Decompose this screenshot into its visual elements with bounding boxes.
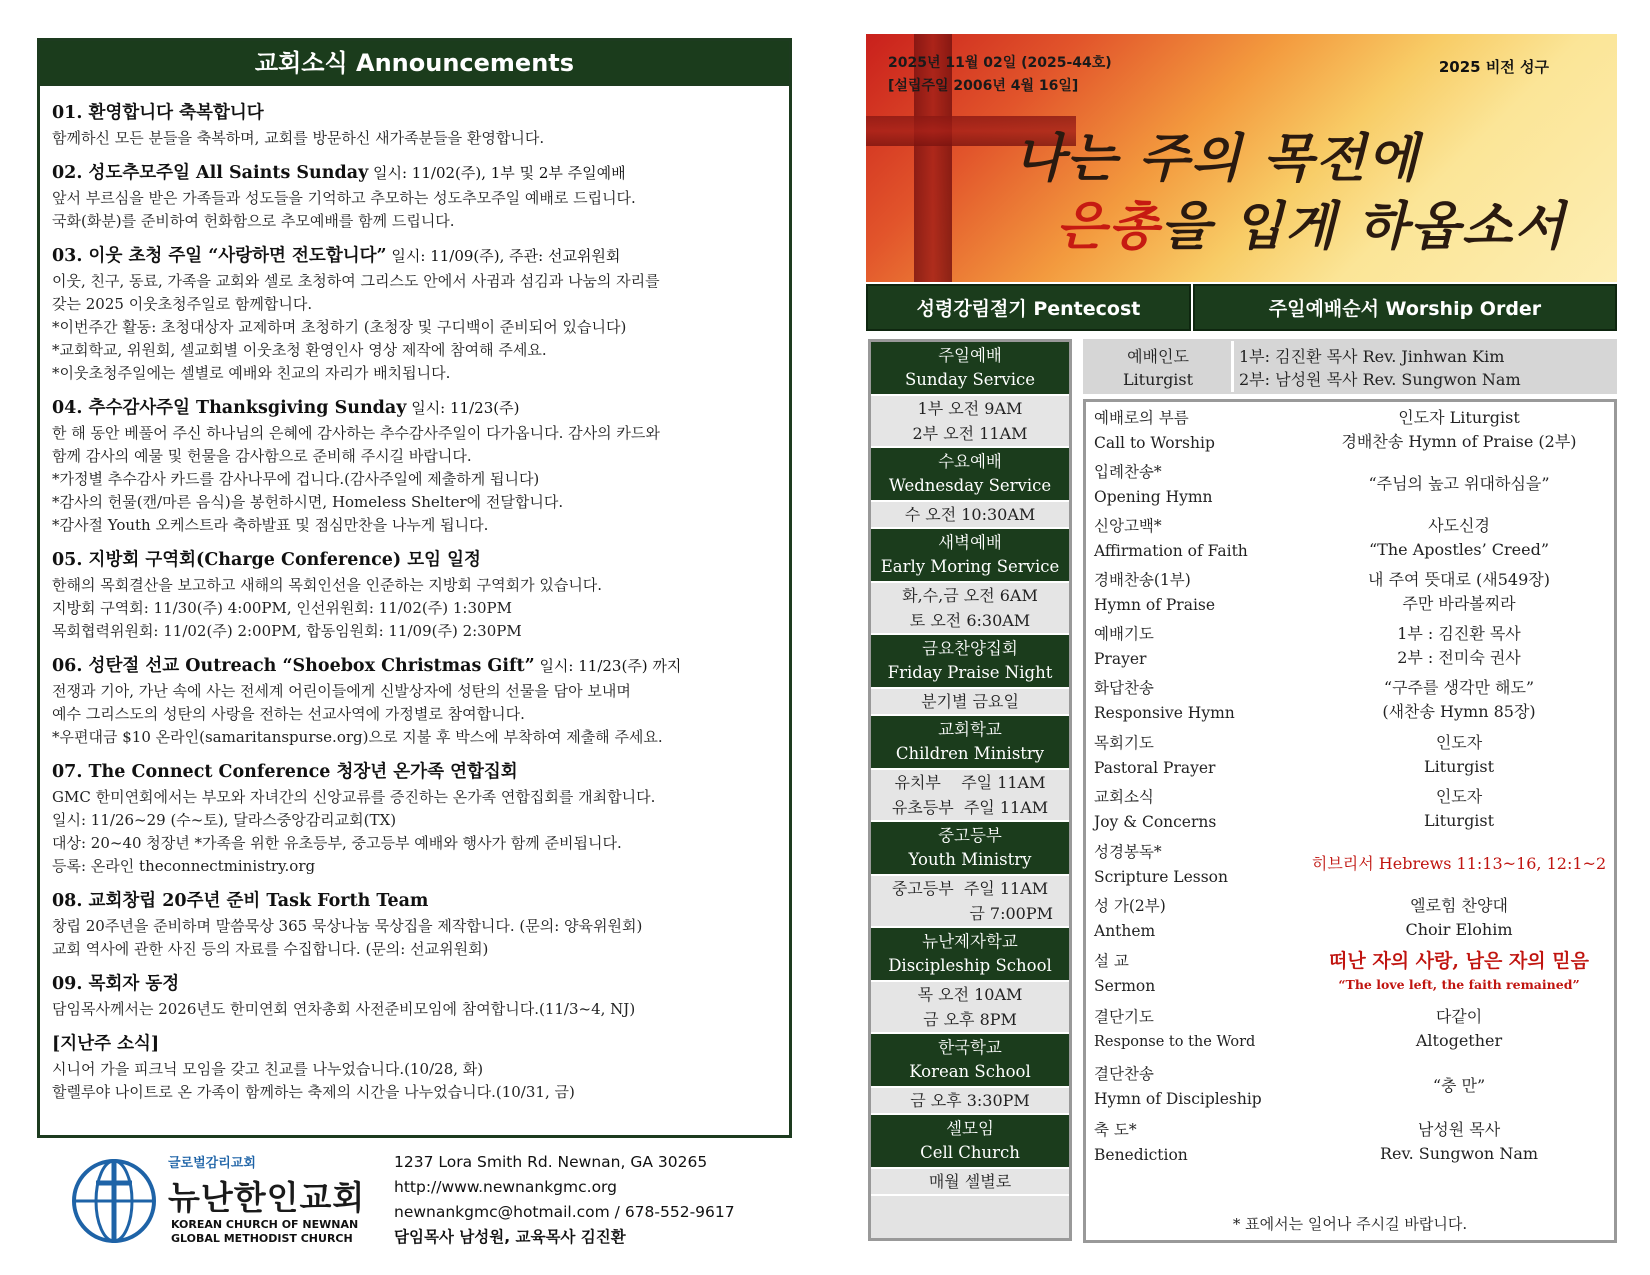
bulletin-date: 2025년 11월 02일 (2025-44호) xyxy=(888,55,1112,71)
order-item-en: Response to the Word xyxy=(1094,1034,1256,1050)
announcement-line: 담임목사께서는 2026년도 한미연회 연차총회 사전준비모임에 참여합니다.(11/3~4, NJ) xyxy=(52,1000,636,1018)
order-detail: 남성원 목사 xyxy=(1417,1120,1501,1139)
order-detail: Liturgist xyxy=(1423,811,1495,830)
liturgist-box xyxy=(1083,339,1617,394)
sermon-title-en: “The love left, the faith remained” xyxy=(1338,977,1580,992)
order-item-kr: 교회소식 xyxy=(1094,788,1154,806)
church-name: 뉴난한인교회 xyxy=(168,1178,366,1217)
announcement-line: GMC 한미연회에서는 부모와 자녀간의 신앙교류를 증진하는 온가족 연합집회를 개최합니다. xyxy=(52,788,656,806)
schedule-time: 2부 오전 11AM xyxy=(912,424,1028,443)
order-item-en: Joy & Concerns xyxy=(1094,813,1217,831)
announcement-item xyxy=(52,100,777,150)
vision-banner xyxy=(866,34,1617,282)
order-detail: 주만 바라볼찌라 xyxy=(1402,594,1516,613)
divider xyxy=(1231,341,1234,392)
announcement-item xyxy=(52,888,777,961)
announcement-item xyxy=(52,243,777,385)
sermon-title: 떠난 자의 사랑, 남은 자의 믿음 xyxy=(1329,950,1589,972)
order-item-en: Prayer xyxy=(1094,650,1147,668)
schedule-heading xyxy=(871,716,1069,770)
liturgist-second-service: 2부: 남성원 목사 Rev. Sungwon Nam xyxy=(1239,370,1521,389)
order-detail: 경배찬송 Hymn of Praise (2부) xyxy=(1341,432,1577,451)
announcement-title: 02. 성도추모주일 All Saints Sunday xyxy=(52,163,369,183)
announcement-title: 01. 환영합니다 축복합니다 xyxy=(52,103,264,123)
schedule-name-en: Children Ministry xyxy=(895,744,1045,763)
order-item-kr: 결단찬송 xyxy=(1094,1065,1154,1083)
globe-cross-icon xyxy=(68,1155,160,1247)
order-item-kr: 경배찬송(1부) xyxy=(1094,571,1191,589)
announcement-item xyxy=(52,759,777,878)
announcement-item xyxy=(52,547,777,643)
order-detail: 2부 : 전미숙 권사 xyxy=(1397,648,1521,667)
schedule-time: 목 오전 10AM xyxy=(917,985,1023,1004)
order-item-en: Opening Hymn xyxy=(1094,488,1213,506)
schedule-time: 분기별 금요일 xyxy=(921,692,1019,711)
schedule-name-kr: 중고등부 xyxy=(938,826,1002,845)
order-item-kr: 화답찬송 xyxy=(1094,679,1154,697)
logo-subtitle: 글로벌감리교회 xyxy=(168,1156,256,1171)
founding-date: [설립주일 2006년 4월 16일] xyxy=(888,78,1079,94)
order-item-en: Sermon xyxy=(1094,977,1156,995)
announcement-item xyxy=(52,1031,777,1104)
schedule-time: 유초등부 주일 11AM xyxy=(891,798,1049,817)
liturgist-label-en: Liturgist xyxy=(1122,370,1194,389)
service-schedule xyxy=(868,339,1072,1241)
vision-verse-rest: 을 입게 하옵소서 xyxy=(1160,196,1567,257)
announcement-line: 함께 감사의 예물 및 헌물을 감사함으로 준비해 주시길 바랍니다. xyxy=(52,447,472,465)
schedule-heading xyxy=(871,1034,1069,1088)
schedule-times xyxy=(871,583,1069,635)
announcement-line: 할렐루야 나이트로 온 가족이 함께하는 축제의 시간을 나누었습니다.(10/31, 금) xyxy=(52,1083,575,1101)
schedule-heading xyxy=(871,635,1069,689)
schedule-name-en: Wednesday Service xyxy=(888,476,1052,495)
announcement-line: 예수 그리스도의 성탄의 사랑을 전하는 선교사역에 가정별로 참여합니다. xyxy=(52,705,525,723)
liturgist-names xyxy=(1239,345,1609,391)
announcement-line: 한 해 동안 베풀어 주신 하나님의 은혜에 감사하는 추수감사주일이 다가옵니다. 감사의 카드와 xyxy=(52,424,660,442)
order-item-kr: 설 교 xyxy=(1094,952,1129,970)
liturgist-label-kr: 예배인도 xyxy=(1127,347,1189,366)
schedule-name-kr: 주일예배 xyxy=(938,346,1002,365)
schedule-time: 유치부 주일 11AM xyxy=(894,773,1046,792)
announcement-item xyxy=(52,653,777,749)
announcement-line: 대상: 20~40 청장년 *가족을 위한 유초등부, 중고등부 예배와 행사가 함께 준비됩니다. xyxy=(52,834,622,852)
schedule-heading xyxy=(871,448,1069,502)
order-item-en: Anthem xyxy=(1094,922,1156,940)
order-item-en: Hymn of Praise xyxy=(1094,596,1216,614)
schedule-times xyxy=(871,1088,1069,1115)
order-item-kr: 예배로의 부름 xyxy=(1094,409,1189,427)
announcements-panel xyxy=(37,38,792,1138)
order-detail: 인도자 Liturgist xyxy=(1398,408,1520,427)
worship-order xyxy=(1083,399,1617,1243)
announcement-title: 05. 지방회 구역회(Charge Conference) 모임 일정 xyxy=(52,550,481,570)
vision-verse-line-2 xyxy=(1056,184,1566,259)
schedule-times xyxy=(871,502,1069,529)
schedule-name-en: Korean School xyxy=(909,1062,1031,1081)
order-detail: 1부 : 김진환 목사 xyxy=(1397,624,1521,643)
order-detail: Liturgist xyxy=(1423,757,1495,776)
schedule-heading xyxy=(871,342,1069,396)
announcement-item xyxy=(52,971,777,1021)
schedule-time: 중고등부 주일 11AM xyxy=(891,879,1049,898)
announcement-line: 교회 역사에 관한 사진 등의 자료를 수집합니다. (문의: 선교위원회) xyxy=(52,940,489,958)
order-item-en: Hymn of Discipleship xyxy=(1094,1090,1262,1108)
schedule-time: 토 오전 6:30AM xyxy=(909,611,1031,630)
announcement-line: 일시: 11/26~29 (수~토), 달라스중앙감리교회(TX) xyxy=(52,811,397,829)
announcements-header: 교회소식 Announcements xyxy=(40,41,789,86)
announcement-line: 지방회 구역회: 11/30(주) 4:00PM, 인선위원회: 11/02(주) 1:30PM xyxy=(52,599,512,617)
announcement-line: *감사절 Youth 오케스트라 축하발표 및 점심만찬을 나누게 됩니다. xyxy=(52,516,489,534)
order-detail: 엘로힘 찬양대 xyxy=(1410,896,1508,915)
order-detail: Choir Elohim xyxy=(1405,920,1513,939)
schedule-heading xyxy=(871,529,1069,583)
order-detail: Rev. Sungwon Nam xyxy=(1379,1144,1539,1163)
order-item-en: Affirmation of Faith xyxy=(1094,542,1248,560)
announcement-title: 06. 성탄절 선교 Outreach “Shoebox Christmas Gift” xyxy=(52,656,535,676)
schedule-name-kr: 한국학교 xyxy=(938,1038,1002,1057)
schedule-times xyxy=(871,689,1069,716)
order-item-kr: 성 가(2부) xyxy=(1094,897,1166,915)
schedule-times xyxy=(871,876,1069,928)
announcement-line: 함께하신 모든 분들을 축복하며, 교회를 방문하신 새가족분들을 환영합니다. xyxy=(52,129,545,147)
announcement-line: *우편대금 $10 온라인(samaritanspurse.org)으로 지불 후 박스에 부착하여 제출해 주세요. xyxy=(52,728,663,746)
schedule-name-en: Discipleship School xyxy=(888,956,1052,975)
vision-verse-line-1: 나는 주의 목전에 xyxy=(1014,128,1420,189)
order-item-en: Benediction xyxy=(1094,1146,1188,1164)
announcement-title: 03. 이웃 초청 주일 “사랑하면 전도합니다” xyxy=(52,246,387,266)
announcement-line: 등록: 온라인 theconnectministry.org xyxy=(52,857,316,875)
order-item-kr: 목회기도 xyxy=(1094,734,1154,752)
order-item-en: Call to Worship xyxy=(1094,434,1215,452)
schedule-time: 금 7:00PM xyxy=(969,904,1053,923)
schedule-time: 1부 오전 9AM xyxy=(917,399,1023,418)
announcement-line: *교회학교, 위원회, 셀교회별 이웃초청 환영인사 영상 제작에 참여해 주세요. xyxy=(52,341,547,359)
schedule-name-en: Sunday Service xyxy=(904,370,1036,389)
announcement-line: *이번주간 활동: 초청대상자 교제하며 초청하기 (초청장 및 구디백이 준비되어 있습니다) xyxy=(52,318,627,336)
announcement-line: *이웃초청주일에는 셀별로 예배와 친교의 자리가 배치됩니다. xyxy=(52,364,451,382)
liturgist-label xyxy=(1093,345,1223,391)
schedule-time: 금 오후 8PM xyxy=(923,1010,1017,1029)
schedule-name-kr: 금요찬양집회 xyxy=(922,639,1018,658)
church-logo xyxy=(68,1150,368,1250)
church-contact xyxy=(394,1150,794,1250)
announcement-line: 이웃, 친구, 동료, 가족을 교회와 셀로 초청하여 그리스도 안에서 사귐과 섬김과 나눔의 자리를 xyxy=(52,272,660,290)
announcement-line: 창립 20주년을 준비하며 말씀묵상 365 묵상나눔 묵상집을 제작합니다. (문의: 양육위원회) xyxy=(52,917,643,935)
schedule-name-kr: 새벽예배 xyxy=(938,533,1002,552)
announcement-title: 09. 목회자 동정 xyxy=(52,974,180,994)
order-item-en: Pastoral Prayer xyxy=(1094,759,1216,777)
order-detail: “주님의 높고 위대하심을” xyxy=(1368,474,1550,493)
schedule-name-en: Early Moring Service xyxy=(880,557,1060,576)
worship-order-bar: 주일예배순서 Worship Order xyxy=(1193,284,1617,331)
church-email-phone[interactable]: newnankgmc@hotmail.com / 678-552-9617 xyxy=(394,1203,735,1221)
schedule-name-kr: 셀모임 xyxy=(946,1119,994,1138)
scripture-reference: 히브리서 Hebrews 11:13~16, 12:1~2 xyxy=(1311,854,1607,873)
order-detail: 인도자 xyxy=(1435,787,1483,806)
announcement-meta: 일시: 11/23(주) 까지 xyxy=(534,657,682,675)
order-detail: Altogether xyxy=(1415,1031,1503,1050)
order-item-kr: 성경봉독* xyxy=(1094,843,1162,861)
announcement-meta: 일시: 11/02(주), 1부 및 2부 주일예배 xyxy=(368,164,626,182)
schedule-name-en: Friday Praise Night xyxy=(887,663,1053,682)
announcement-line: *감사의 헌물(캔/마른 음식)을 봉헌하시면, Homeless Shelter에 전달합니다. xyxy=(52,493,564,511)
announcement-line: 시니어 가을 피크닉 모임을 갖고 친교를 나누었습니다.(10/28, 화) xyxy=(52,1060,484,1078)
schedule-name-kr: 교회학교 xyxy=(938,720,1002,739)
announcement-title: 08. 교회창립 20주년 준비 Task Forth Team xyxy=(52,891,429,911)
announcement-line: *가정별 추수감사 카드를 감사나무에 겁니다.(감사주일에 제출하게 됩니다) xyxy=(52,470,540,488)
schedule-name-kr: 수요예배 xyxy=(938,452,1002,471)
church-website[interactable]: http://www.newnankgmc.org xyxy=(394,1178,617,1196)
announcement-line: 갖는 2025 이웃초청주일로 함께합니다. xyxy=(52,295,313,313)
logo-english-line-1: KOREAN CHURCH OF NEWNAN xyxy=(171,1218,359,1231)
schedule-name-en: Youth Ministry xyxy=(908,850,1032,869)
order-detail: 다같이 xyxy=(1435,1007,1483,1026)
announcements-body xyxy=(40,86,789,1104)
schedule-name-en: Cell Church xyxy=(920,1143,1020,1162)
standing-note: * 표에서는 일어나 주시길 바랍니다. xyxy=(1232,1215,1468,1233)
announcement-title: [지난주 소식] xyxy=(52,1034,160,1054)
schedule-times xyxy=(871,396,1069,448)
schedule-times xyxy=(871,1169,1069,1196)
schedule-name-kr: 뉴난제자학교 xyxy=(922,932,1018,951)
order-item-kr: 신앙고백* xyxy=(1094,517,1162,535)
order-detail: 사도신경 xyxy=(1428,516,1490,535)
order-item-en: Scripture Lesson xyxy=(1094,868,1228,886)
order-item-kr: 예배기도 xyxy=(1094,625,1154,643)
order-detail: (새찬송 Hymn 85장) xyxy=(1382,702,1536,721)
order-detail: “구주를 생각만 해도” xyxy=(1383,678,1535,697)
schedule-time: 매월 셀별로 xyxy=(928,1172,1012,1191)
vision-verse-highlight: 은총 xyxy=(1056,196,1161,257)
announcement-line: 국화(화분)를 준비하여 헌화함으로 추모예배를 함께 드립니다. xyxy=(52,212,455,230)
order-item-kr: 입례찬송* xyxy=(1094,463,1162,481)
schedule-time: 금 오후 3:30PM xyxy=(910,1091,1030,1110)
announcement-item xyxy=(52,160,777,233)
announcement-meta: 일시: 11/23(주) xyxy=(406,399,520,417)
schedule-heading xyxy=(871,1115,1069,1169)
church-pastors: 담임목사 남성원, 교육목사 김진환 xyxy=(394,1228,626,1246)
schedule-heading xyxy=(871,822,1069,876)
schedule-heading xyxy=(871,928,1069,982)
order-item-en: Responsive Hymn xyxy=(1094,704,1235,722)
schedule-times xyxy=(871,770,1069,822)
schedule-times xyxy=(871,982,1069,1034)
season-bar: 성령강림절기 Pentecost xyxy=(866,284,1191,331)
logo-english-line-2: GLOBAL METHODIST CHURCH xyxy=(171,1232,353,1245)
order-item-kr: 축 도* xyxy=(1094,1121,1137,1139)
order-detail: 인도자 xyxy=(1435,733,1483,752)
announcement-line: 목회협력위원회: 11/02(주) 2:00PM, 합동임원회: 11/09(주) 2:30PM xyxy=(52,622,522,640)
announcement-item xyxy=(52,395,777,537)
announcement-meta: 일시: 11/09(주), 주관: 선교위원회 xyxy=(386,247,621,265)
announcement-title: 07. The Connect Conference 청장년 온가족 연합집회 xyxy=(52,762,518,782)
announcement-line: 앞서 부르심을 받은 가족들과 성도들을 기억하고 추모하는 성도추모주일 예배로 드립니다. xyxy=(52,189,636,207)
liturgist-first-service: 1부: 김진환 목사 Rev. Jinhwan Kim xyxy=(1239,347,1505,366)
order-detail: 내 주여 뜻대로 (새549장) xyxy=(1368,570,1550,589)
order-detail: “충 만” xyxy=(1432,1076,1486,1095)
order-item-kr: 결단기도 xyxy=(1094,1008,1154,1026)
vision-label: 2025 비전 성구 xyxy=(1438,58,1549,76)
schedule-time: 수 오전 10:30AM xyxy=(904,505,1036,524)
announcement-line: 전쟁과 기아, 가난 속에 사는 전세계 어린이들에게 신발상자에 성탄의 선물을 담아 보내며 xyxy=(52,682,631,700)
schedule-time: 화,수,금 오전 6AM xyxy=(902,586,1038,605)
order-detail: “The Apostles’ Creed” xyxy=(1369,540,1549,559)
church-address: 1237 Lora Smith Rd. Newnan, GA 30265 xyxy=(394,1153,708,1171)
announcement-title: 04. 추수감사주일 Thanksgiving Sunday xyxy=(52,398,407,418)
announcement-line: 한해의 목회결산을 보고하고 새해의 목회인선을 인준하는 지방회 구역회가 있습니다. xyxy=(52,576,603,594)
